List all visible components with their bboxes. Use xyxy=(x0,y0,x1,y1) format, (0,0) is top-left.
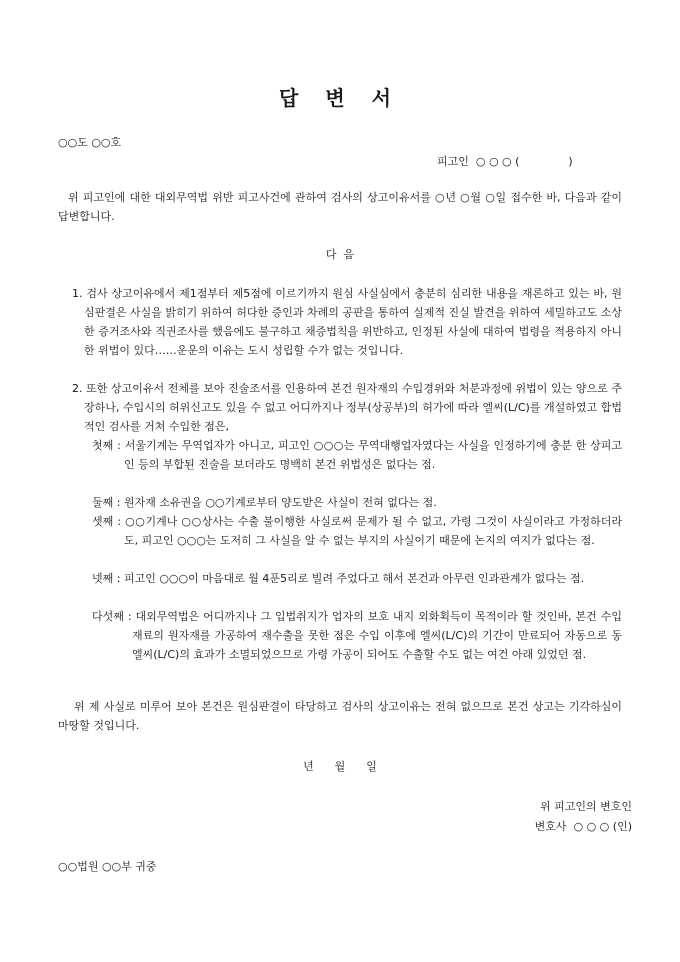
date-line: 년 월 일 xyxy=(303,760,377,773)
intro-paragraph: 위 피고인에 대한 대외무역법 위반 피고사건에 관하여 검사의 상고이유서를 ○년 ○월 ○일 접수한 바, 다음과 같이 답변합니다. xyxy=(58,191,622,223)
case-reference: ○○도 ○○호 xyxy=(58,136,122,149)
section-heading: 다 음 xyxy=(325,248,355,261)
list-item xyxy=(72,379,622,436)
sub-item xyxy=(92,512,622,550)
document-title: 답 변 서 xyxy=(279,86,401,110)
sub-item-text: 넷째 : 피고인 ○○○이 마음대로 월 4푼5리로 빌려 주었다고 해서 본건과 아무런 인과관계가 없다는 점. xyxy=(92,572,585,585)
defendant-line: 피고인 ○ ○ ○ ( ) xyxy=(437,155,573,168)
signature-name: 변호사 ○ ○ ○ (인) xyxy=(534,820,632,833)
list-item-text: 2. 또한 상고이유서 전체를 보아 진술조서를 인용하여 본건 원자재의 수입경위와 처분과정에 위법이 있는 양으로 주장하나, 수입시의 허위신고도 있을 수 없고 어디까지나 정부(상공부)의 허가에 따라 엘씨(L/C)를 개설하였고 합법적인 검사를 거쳐 수입한 점은, xyxy=(72,382,622,433)
sub-item-text: 둘째 : 원자재 소유권을 ○○기계로부터 양도받은 사실이 전혀 없다는 점. xyxy=(92,496,437,509)
list-item-text: 1. 검사 상고이유에서 제1점부터 제5점에 이르기까지 원심 사실심에서 충분히 심리한 내용을 재론하고 있는 바, 원심판결은 사실을 밝히기 위하여 허다한 증인과 차례의 공판을 통하여 실제적 진실 발견을 위하여 세밀하고도 소상한 증거조사와 직권조사를 했음에도 불구하고 채증법칙을 위반하고, 인정된 사실에 대하여 법령을 적용하지 아니한 위법이 있다……운운의 이유는 도시 성립할 수가 없는 것입니다. xyxy=(72,287,622,357)
sub-item-text: 셋째 : ○○기계나 ○○상사는 수출 불이행한 사실로써 문제가 될 수 없고, 가령 그것이 사실이라고 가정하더라도, 피고인 ○○○는 도저히 그 사실을 알 수 없는 부지의 사실이기 때문에 논지의 여지가 없다는 점. xyxy=(92,515,622,547)
sub-item-text: 다섯째 : 대외무역법은 어디까지나 그 입법취지가 업자의 보호 내지 외화획득이 목적이라 할 것인바, 본건 수입재료의 원자재를 가공하여 재수출을 못한 점은 수입 이후에 엘씨(L/C)의 기간이 만료되어 자동으로 동 엘씨(L/C)의 효과가 소멸되었으므로 가령 가공이 되어도 수출할 수도 없는 여건 아래 있었던 점. xyxy=(92,610,622,661)
sub-item xyxy=(92,607,622,664)
sub-item xyxy=(92,436,622,474)
list-item xyxy=(72,284,622,360)
sub-item xyxy=(92,493,622,512)
sub-item-text: 첫째 : 서울기계는 무역업자가 아니고, 피고인 ○○○는 무역대행업자였다는 사실을 인정하기에 충분 한 상피고인 등의 부합된 진술을 보더라도 명백히 본건 위법성은 없다는 점. xyxy=(92,439,622,471)
addressee: ○○법원 ○○부 귀중 xyxy=(58,860,157,873)
signature-role: 위 피고인의 변호인 xyxy=(539,800,632,813)
conclusion-paragraph: 위 제 사실로 미루어 보아 본건은 원심판결이 타당하고 검사의 상고이유는 전혀 없으므로 본건 상고는 기각하심이 마땅할 것입니다. xyxy=(58,700,622,732)
sub-item xyxy=(92,569,622,588)
